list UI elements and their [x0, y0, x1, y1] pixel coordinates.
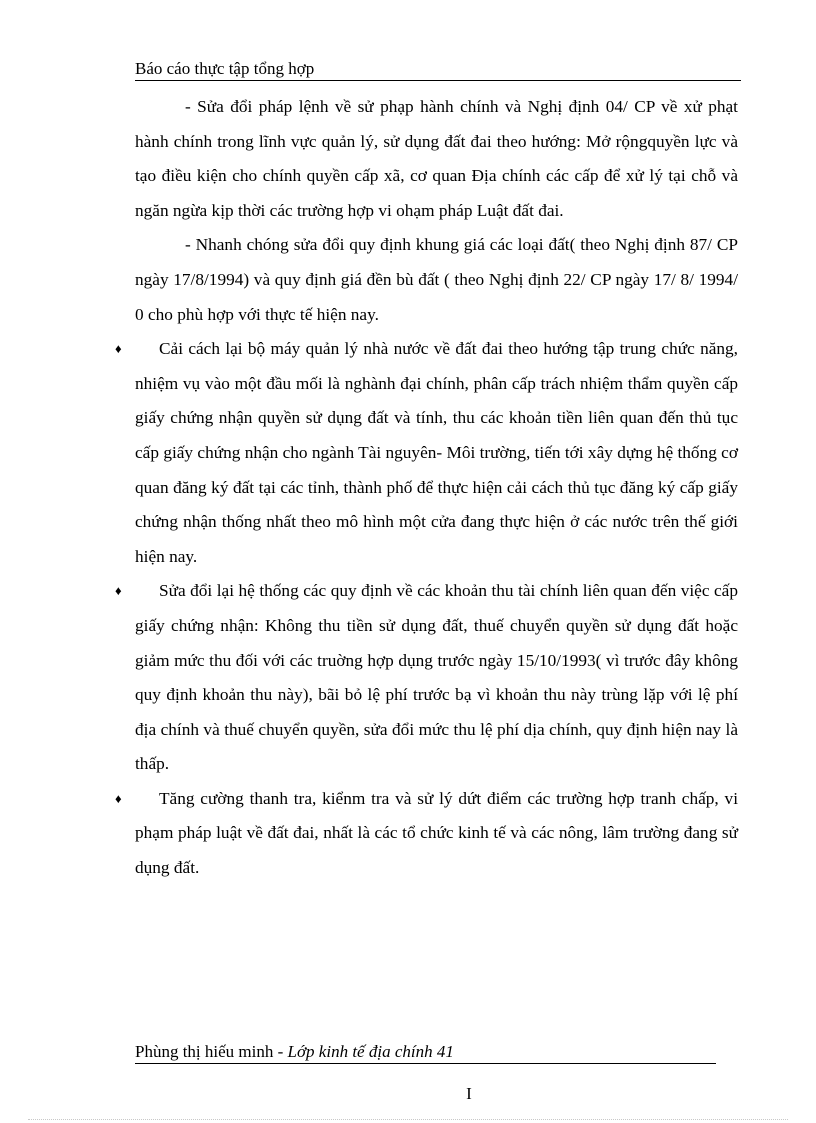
- bullet-text: Cải cách lại bộ máy quản lý nhà nước về đất đai theo hướng tập trung chức năng, nhiệm vụ vào một đầu mối là nghành đại chính, phân cấp trách nhiệm thẩm quyền cấp giấy chứng nhận quyền sử dụng đất và tính, thu các khoản tiền liên quan đến thủ tục cấp giấy chứng nhận cho ngành Tài nguyên- Môi trường, tiến tới xây dựng hệ thống cơ quan đăng ký đất tại các tỉnh, thành phố để thực hiện cải cách thủ tục đăng ký cấp giấy chứng nhận thống nhất theo mô hình một cửa đang thực hiện ở các nước trên thế giới hiện nay.: [135, 339, 738, 566]
- paragraph: - Nhanh chóng sửa đổi quy định khung giá các loại đất( theo Nghị định 87/ CP ngày 17/8/1994) và quy định giá đền bù đất ( theo Nghị định 22/ CP ngày 17/ 8/ 1994/ 0 cho phù hợp với thực tế hiện nay.: [135, 235, 738, 324]
- document-body: [115, 90, 738, 886]
- diamond-bullet-icon: ♦: [115, 583, 122, 599]
- diamond-bullet-icon: ♦: [115, 790, 122, 806]
- diamond-bullet-icon: ♦: [115, 341, 122, 357]
- page-header: [135, 58, 741, 81]
- bullet-text: Tăng cường thanh tra, kiểnm tra và sử lý dứt điểm các trường hợp tranh chấp, vi phạm pháp luật về đất đai, nhất là các tổ chức kinh tế và các nông, lâm trường đang sử dụng đất.: [135, 788, 738, 878]
- page-bottom-divider: [28, 1119, 788, 1120]
- bullet-item: [115, 332, 738, 574]
- paragraph: - Sửa đổi pháp lệnh về sử phạp hành chính và Nghị định 04/ CP về xử phạt hành chính trong lĩnh vực quản lý, sử dụng đất đai theo hướng: Mở rộngquyền lực và tạo điều kiện cho chính quyền cấp xã, cơ quan Địa chính các cấp để xử lý tại chỗ và ngăn ngừa kịp thời các trường hợp vi ohạm pháp Luật đất đai.: [135, 97, 738, 220]
- footer-author: Phùng thị hiếu minh -: [135, 1042, 288, 1061]
- bullet-item: [115, 782, 738, 886]
- page-footer: [135, 1041, 716, 1064]
- bullet-text: Sửa đổi lại hệ thống các quy định về các khoản thu tài chính liên quan đến việc cấp giấy chứng nhận: Không thu tiền sử dụng đất, thuế chuyển quyền sử dụng đất hoặc giảm mức thu đối với các truờng hợp dụng trước ngày 15/10/1993( vì trước đây không quy định khoản thu này), bãi bỏ lệ phí trước bạ vì khoản thu này trùng lặp với lệ phí địa chính và thuế chuyển quyền, sửa đổi mức thu lệ phí dịa chính, quy định hiện nay là thấp.: [135, 581, 738, 774]
- page-number: I: [466, 1084, 472, 1103]
- header-title: Báo cáo thực tập tổng hợp: [135, 59, 315, 78]
- footer-class: Lớp kinh tế địa chính 41: [287, 1042, 454, 1061]
- bullet-item: [115, 574, 738, 782]
